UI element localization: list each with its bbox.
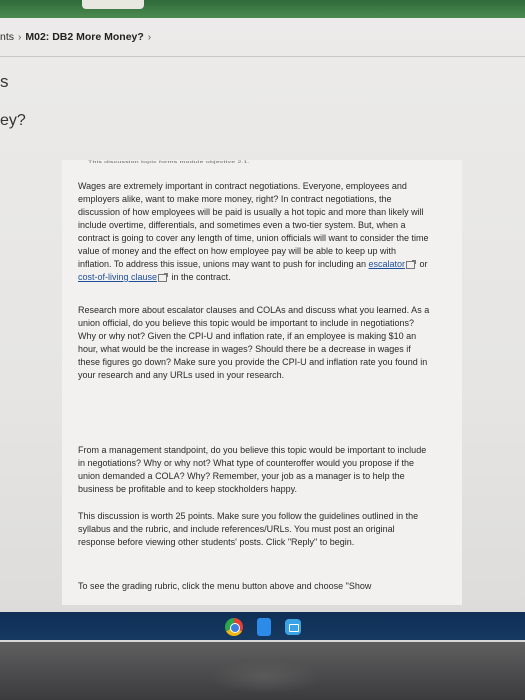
breadcrumb-divider bbox=[0, 56, 525, 57]
tab-strip bbox=[82, 0, 144, 9]
breadcrumb-modules-link[interactable]: nts bbox=[0, 31, 15, 43]
breadcrumb-separator-2: › bbox=[147, 31, 152, 43]
cost-of-living-clause-link[interactable]: cost-of-living clause bbox=[78, 272, 158, 282]
paragraph-points: This discussion is worth 25 points. Make sure you follow the guidelines outlined in the syllabus and the rubric, and include references/URLs. You must post an original response before viewing other students' posts. Click "Reply" to begin. bbox=[78, 511, 419, 547]
chrome-icon[interactable] bbox=[225, 618, 243, 636]
laptop-logo bbox=[210, 660, 320, 694]
paragraph-research: Research more about escalator clauses and COLAs and discuss what you learned. As a union official, do you believe this topic would be important to include in negotiations? Why or why not? Given the CPI-U and inflation rate, if an employee is making $10 an hour, what would be the increase in wages? Should there be a decrease in wages if these figures go down? Make sure you provide the CPI-U and inflation rate you found in your research and any URLs used in your research. bbox=[78, 305, 430, 380]
paragraph-rubric: To see the grading rubric, click the menu button above and choose "Show bbox=[78, 581, 372, 591]
objective-label: This discussion topic forms module objective 2.1. bbox=[88, 160, 250, 164]
paragraph-management: From a management standpoint, do you believe this topic would be important to include in negotiations? Why or why not? What type of counteroffer would you propose if the union demanded a COLA? Why? Remember, your job as a manager is to help the business be profitable and to keep stockholders happy. bbox=[78, 445, 427, 494]
discussion-title-fragment: ey? bbox=[0, 112, 26, 129]
paragraph-wages: Wages are extremely important in contract negotiations. Everyone, employees and employers alike, want to make more money, right? In contract negotiations, the discussion of how employees will be paid is usually a hot topic and more than likely will include overtime, differentials, and sometimes even a two-tier system. But, when a contract is going to cover any length of time, union officials will want to consider the time value of money and the effect on how employee pay will be able to keep up with inflation. To address this issue, unions may want to push for including an escalator or cost-of-living clause in the contract. bbox=[78, 181, 429, 282]
app-icon[interactable] bbox=[285, 619, 301, 635]
laptop-bezel bbox=[0, 642, 525, 700]
browser-top-bar bbox=[0, 0, 525, 18]
breadcrumb-current: M02: DB2 More Money? bbox=[25, 31, 144, 43]
taskbar bbox=[0, 612, 525, 640]
page-title-fragment: s bbox=[0, 72, 9, 91]
external-link-icon bbox=[406, 261, 415, 269]
breadcrumb bbox=[0, 26, 525, 48]
files-icon[interactable] bbox=[257, 618, 271, 636]
breadcrumb-separator: › bbox=[18, 31, 22, 43]
external-link-icon bbox=[158, 274, 167, 282]
escalator-link[interactable]: escalator bbox=[368, 259, 406, 269]
